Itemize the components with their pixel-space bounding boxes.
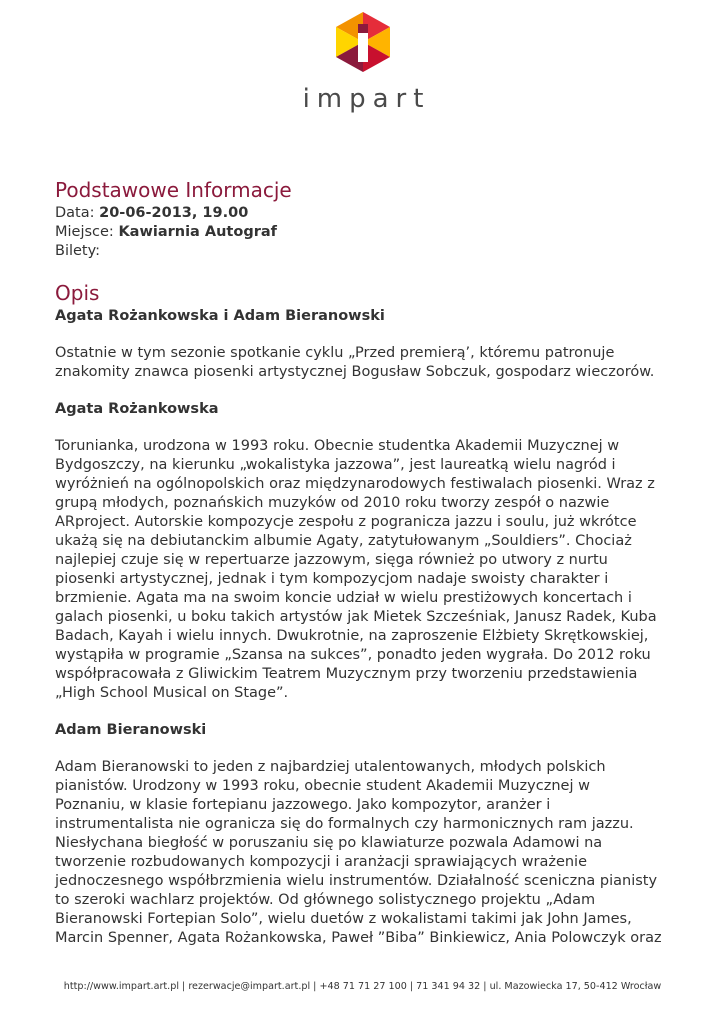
paragraph-line: jednoczesnego współbrzmienia wielu instrumentów. Działalność sceniczna pianisty xyxy=(55,873,658,889)
section-title-agata: Agata Rożankowska xyxy=(55,401,219,417)
paragraph-line: galach piosenki, u boku takich artystów jak Mietek Szcześniak, Janusz Radek, Kuba xyxy=(55,609,657,625)
date-label: Data: xyxy=(55,205,95,221)
paragraph-line: ARproject. Autorskie kompozycje zespołu z pogranicza jazzu i soulu, już wkrótce xyxy=(55,514,637,530)
description-heading: Opis xyxy=(55,281,100,305)
paragraph-line: znakomity znawca piosenki artystycznej Bogusław Sobczuk, gospodarz wieczorów. xyxy=(55,364,655,380)
paragraph-line: instrumentalista nie ogranicza się do formalnych czy harmonicznych ram jazzu. xyxy=(55,816,634,832)
paragraph-line: tworzenie rozbudowanych kompozycji i aranżacji sprawiających wrażenie xyxy=(55,854,588,870)
page-footer: http://www.impart.art.pl | rezerwacje@impart.art.pl | +48 71 71 27 100 | 71 341 94 32 | ul. Mazowiecka 17, 50-412 Wrocław xyxy=(63,981,662,992)
paragraph-line: współpracowała z Gliwickim Teatrem Muzycznym przy tworzeniu przedstawienia xyxy=(55,666,638,682)
paragraph-line: Torunianka, urodzona w 1993 roku. Obecnie studentka Akademii Muzycznej w xyxy=(55,438,620,454)
main-content xyxy=(55,176,675,948)
date-line xyxy=(55,204,675,223)
paragraph-line: pianistów. Urodzony w 1993 roku, obecnie student Akademii Muzycznej w xyxy=(55,778,590,794)
paragraph-line: Marcin Spenner, Agata Rożankowska, Paweł ”Biba” Binkiewicz, Ania Polowczyk oraz xyxy=(55,930,662,946)
paragraph-line: Niesłychana biegłość w poruszaniu się po klawiaturze pozwala Adamowi na xyxy=(55,835,603,851)
paragraph-line: Bieranowski Fortepian Solo”, wielu duetów z wokalistami takimi jak John James, xyxy=(55,911,632,927)
paragraph-line: „High School Musical on Stage”. xyxy=(55,685,289,701)
paragraph-line: wystąpiła w programie „Szansa na sukces”, ponadto jeden wygrała. Do 2012 roku xyxy=(55,647,651,663)
paragraph-line: Poznaniu, w klasie fortepianu jazzowego. Jako kompozytor, aranżer i xyxy=(55,797,551,813)
section-title-adam: Adam Bieranowski xyxy=(55,722,207,738)
place-value: Kawiarnia Autograf xyxy=(118,224,277,240)
basic-info-heading: Podstawowe Informacje xyxy=(55,178,292,202)
description-section xyxy=(55,279,675,948)
tickets-label: Bilety: xyxy=(55,243,101,259)
impart-logo xyxy=(0,12,725,114)
intro-paragraph xyxy=(55,344,675,382)
place-line xyxy=(55,223,675,242)
paragraph-line: wyróżnień na ogólnopolskich oraz międzynarodowych festiwalach piosenki. Wraz z xyxy=(55,476,655,492)
impart-hexagon-logo-icon xyxy=(336,12,390,72)
paragraph-line: piosenki artystycznej, jednak i tym kompozycjom nadaje swoisty charakter i xyxy=(55,571,609,587)
adam-paragraph xyxy=(55,758,675,948)
paragraph-line: ukażą się na debiutanckim albumie Agaty, zatytułowanym „Souldiers”. Chociaż xyxy=(55,533,632,549)
paragraph-line: brzmienie. Agata ma na swoim koncie udział w wielu prestiżowych koncertach i xyxy=(55,590,632,606)
date-value: 20-06-2013, 19.00 xyxy=(99,205,249,221)
paragraph-line: Adam Bieranowski to jeden z najbardziej utalentowanych, młodych polskich xyxy=(55,759,606,775)
tickets-line xyxy=(55,242,675,261)
paragraph-line: Badach, Kayah i wielu innych. Dwukrotnie, na zaproszenie Elżbiety Skrętkowskiej, xyxy=(55,628,649,644)
paragraph-line: najlepiej czuje się w repertuarze jazzowym, sięga również po utwory z nurtu xyxy=(55,552,608,568)
place-label: Miejsce: xyxy=(55,224,114,240)
paragraph-line: Ostatnie w tym sezonie spotkanie cyklu „Przed premierą’, któremu patronuje xyxy=(55,345,615,361)
agata-paragraph xyxy=(55,437,675,703)
event-title: Agata Rożankowska i Adam Bieranowski xyxy=(55,308,385,324)
paragraph-line: Bydgoszczy, na kierunku „wokalistyka jazzowa”, jest laureatką wielu nagród i xyxy=(55,457,616,473)
logo-wordmark: impart xyxy=(302,84,431,114)
paragraph-line: to szeroki wachlarz projektów. Od głównego solistycznego projektu „Adam xyxy=(55,892,596,908)
paragraph-line: grupą młodych, poznańskich muzyków od 2010 roku tworzy zespół o nazwie xyxy=(55,495,610,511)
